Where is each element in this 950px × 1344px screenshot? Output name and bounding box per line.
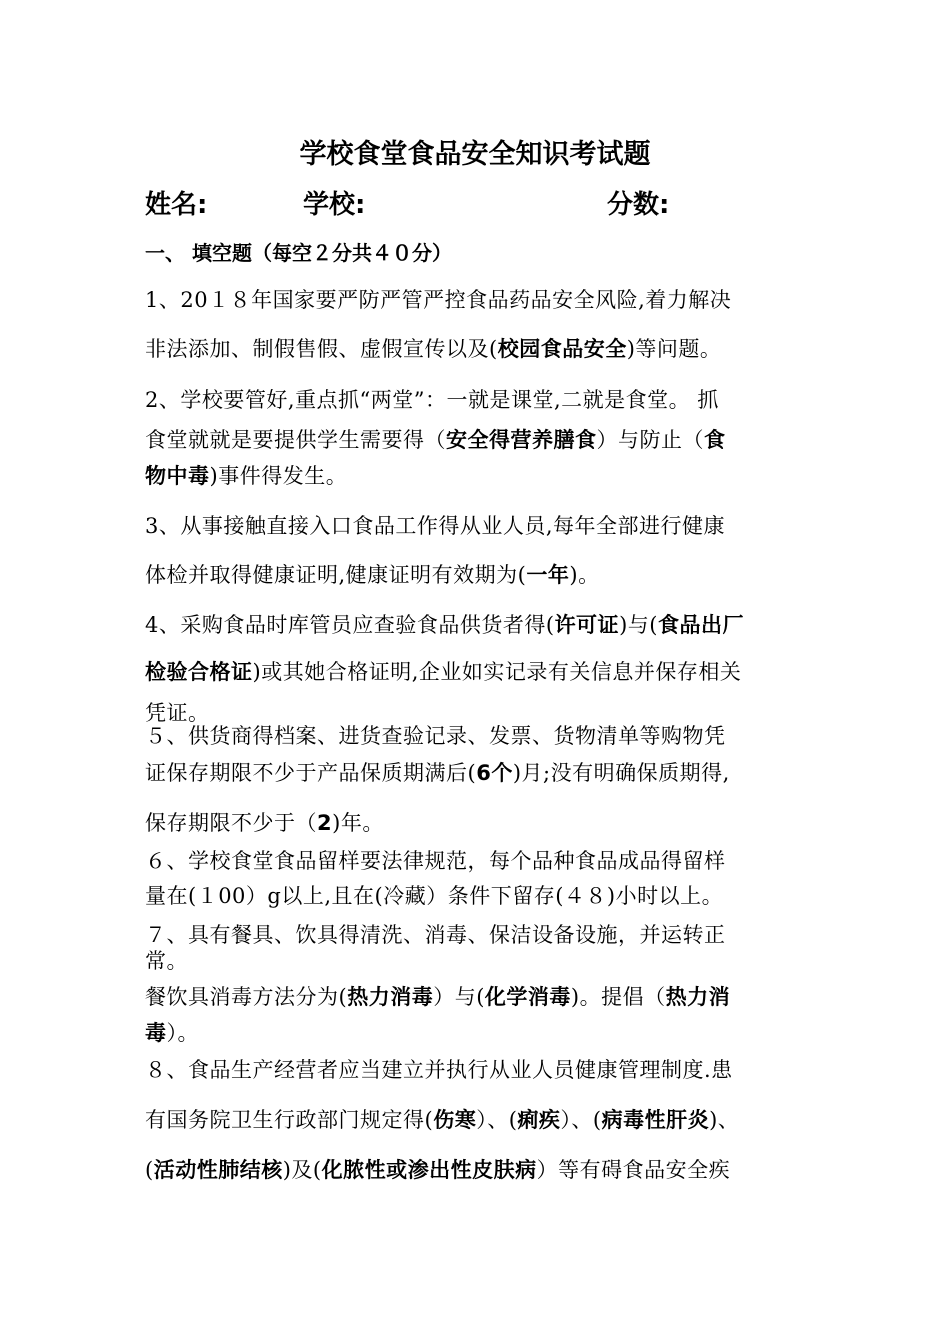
text-line (145, 919, 726, 949)
score-label: 分数: (607, 190, 670, 220)
text-line (145, 460, 347, 490)
question-text: 凭证。 (145, 701, 210, 725)
answer-text: 热力消 (665, 985, 731, 1009)
question-text: )及( (282, 1158, 322, 1182)
answer-text: 食品出厂 (657, 613, 744, 637)
question-text: 非法添加、制假售假、虚假宣传以及( (145, 337, 498, 361)
question-text: 4、采购食品时库管员应查验食品供货者得( (145, 613, 555, 637)
question-text: )事件得发生。 (209, 464, 348, 488)
answer-text: 检验合格证 (145, 660, 253, 684)
text-line (145, 284, 731, 314)
text-line (145, 510, 725, 540)
text-line (145, 720, 726, 750)
answer-text: 化脓性或渗出性皮肤病 (321, 1158, 537, 1182)
name-label: 姓名: (145, 190, 208, 220)
question-text: 量在(１00）g以上,且在(冷藏）条件下留存(４８)小时以上。 (145, 884, 724, 908)
question-text: ７、具有餐具、饮具得清洗、消毒、保洁设备设施，并运转正 (145, 923, 726, 947)
question-text: 2、学校要管好,重点抓“两堂”：一就是课堂,二就是食堂。 抓 (145, 388, 719, 412)
question-text: ）与防止（ (596, 428, 704, 452)
text-line (145, 384, 719, 414)
question-text: )月;没有明确保质期得, (512, 761, 730, 785)
answer-text: 毒 (145, 1021, 167, 1045)
text-line (145, 807, 384, 837)
question-text: 餐饮具消毒方法分为( (145, 985, 348, 1009)
text-line (145, 656, 741, 686)
question-text: )。 (569, 563, 600, 587)
answer-text: 2 (317, 811, 333, 835)
text-line (145, 559, 600, 589)
question-text: ６、学校食堂食品留样要法律规范，每个品种食品成品得留样 (145, 849, 726, 873)
answer-text: 安全得营养膳食 (446, 428, 597, 452)
text-line (145, 845, 726, 875)
question-text: 有国务院卫生行政部门规定得( (145, 1108, 434, 1132)
question-text: ）等有碍食品安全疾 (536, 1158, 731, 1182)
question-text: 证保存期限不少于产品保质期满后( (145, 761, 477, 785)
text-line (145, 757, 730, 787)
text-line (145, 1054, 733, 1084)
question-text: ）。 (166, 1021, 199, 1045)
text-line (145, 609, 744, 639)
page-title: 学校食堂食品安全知识考试题 (299, 139, 651, 170)
question-text: 常。 (145, 949, 188, 973)
text-line (145, 1104, 739, 1134)
answer-text: 一年 (526, 563, 570, 587)
answer-text: 热力消毒 (347, 985, 434, 1009)
question-text: )等问题。 (626, 337, 722, 361)
answer-text: 伤寒 (433, 1108, 477, 1132)
answer-text: 许可证 (554, 613, 620, 637)
question-text: 1、20１８年国家要严防严管严控食品药品安全风险,着力解决 (145, 288, 732, 312)
text-line (145, 945, 188, 975)
question-text: )。提倡（ (570, 985, 666, 1009)
text-line (145, 981, 730, 1011)
answer-text: 化学消毒 (484, 985, 571, 1009)
answer-text: 6个 (476, 761, 513, 785)
answer-text: 病毒性肝炎 (601, 1108, 710, 1132)
question-text: )与( (619, 613, 658, 637)
question-text: )年。 (332, 811, 384, 835)
question-text: )或其她合格证明,企业如实记录有关信息并保存相关 (252, 660, 742, 684)
text-line (145, 1017, 199, 1047)
answer-text: 食 (704, 428, 726, 452)
answer-text: 活动性肺结核 (153, 1158, 283, 1182)
question-text: ）、( (560, 1108, 602, 1132)
answer-text: 物中毒 (145, 464, 210, 488)
text-line (145, 333, 721, 363)
school-label: 学校: (303, 190, 366, 220)
question-text: ）与( (433, 985, 485, 1009)
answer-text: 校园食品安全 (497, 337, 627, 361)
question-text: ( (145, 1158, 154, 1182)
section-heading: 一、 填空题（每空２分共４０分） (145, 241, 452, 265)
question-text: 体检并取得健康证明,健康证明有效期为( (145, 563, 527, 587)
question-text: ）、( (476, 1108, 518, 1132)
text-line (145, 424, 726, 454)
text-line (145, 1154, 730, 1184)
text-line (145, 880, 723, 910)
question-text: )、 (709, 1108, 740, 1132)
question-text: 3、从事接触直接入口食品工作得从业人员,每年全部进行健康 (145, 514, 726, 538)
question-text: 食堂就就是要提供学生需要得（ (145, 428, 446, 452)
question-text: ５、供货商得档案、进货查验记录、发票、货物清单等购物凭 (145, 724, 726, 748)
question-text: 保存期限不少于（ (145, 811, 317, 835)
question-text: ８、食品生产经营者应当建立并执行从业人员健康管理制度.患 (145, 1058, 733, 1082)
answer-text: 痢疾 (517, 1108, 561, 1132)
